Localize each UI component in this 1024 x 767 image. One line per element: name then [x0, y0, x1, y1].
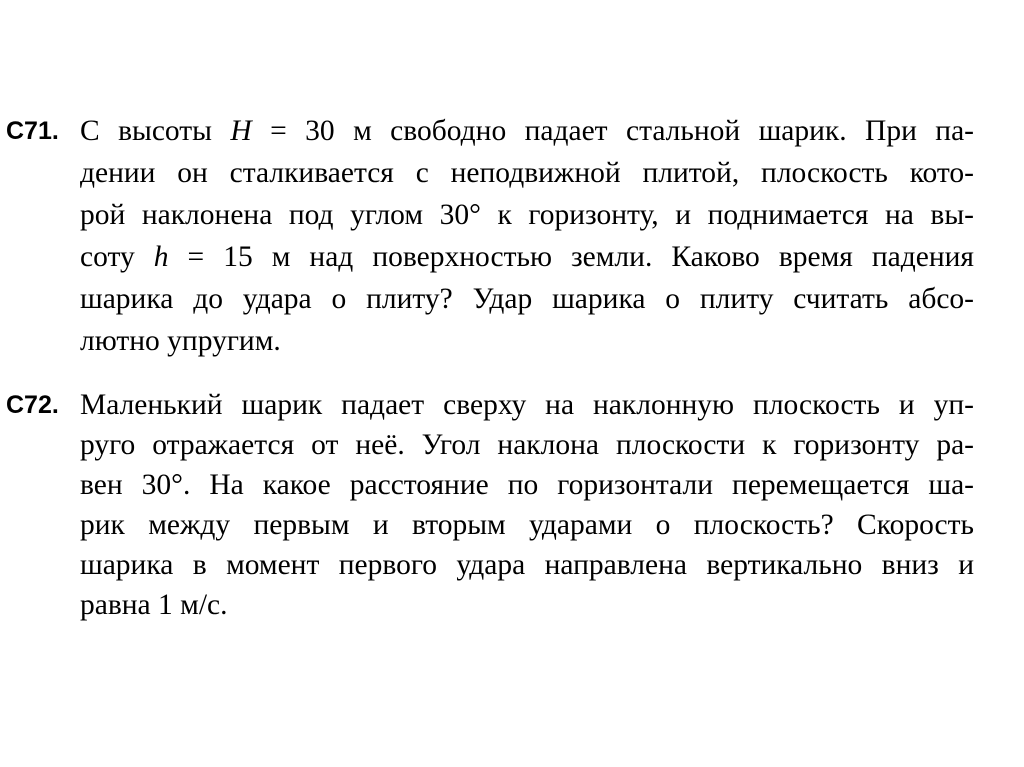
text-segment: руго отражается от неё. Угол наклона плоскости к горизонту ра-: [80, 429, 974, 461]
text-segment: шарика в момент первого удара направлена вертикально вниз и: [80, 549, 974, 581]
problem-text-line: [80, 195, 974, 235]
problem-number: C71.: [6, 117, 59, 145]
text-segment: дении он сталкивается с неподвижной плитой, плоскость кото-: [80, 157, 974, 189]
problem-text-line: [80, 465, 974, 505]
problem-text-line: [80, 385, 974, 425]
problem-text-line: [80, 425, 974, 465]
variable-symbol: h: [153, 241, 169, 273]
problem-text-line: [80, 279, 974, 319]
text-segment: соту: [80, 241, 154, 273]
problem-text-line: [80, 321, 974, 361]
text-segment: рой наклонена под углом 30° к горизонту, и поднимается на вы-: [80, 199, 974, 231]
text-segment: вен 30°. На какое расстояние по горизонтали перемещается ша-: [80, 469, 974, 501]
text-segment: равна 1 м/с.: [80, 589, 228, 621]
text-segment: = 15 м над поверхностью земли. Каково время падения: [168, 241, 974, 273]
problem-text-line: [80, 237, 974, 277]
problem-text-line: [80, 505, 974, 545]
problem-text-line: [80, 585, 974, 625]
problem-text-line: [80, 153, 974, 193]
text-segment: рик между первым и вторым ударами о плоскость? Скорость: [80, 509, 974, 541]
problem-text-line: [80, 545, 974, 585]
problem-text-line: [80, 111, 974, 151]
variable-symbol: H: [230, 115, 252, 147]
problem-number: C72.: [6, 391, 59, 419]
text-segment: С высоты: [80, 115, 231, 147]
text-segment: Маленький шарик падает сверху на наклонную плоскость и уп-: [80, 389, 974, 421]
text-segment: лютно упругим.: [80, 325, 281, 357]
text-segment: = 30 м свободно падает стальной шарик. При па-: [251, 115, 974, 147]
text-segment: шарика до удара о плиту? Удар шарика о плиту считать абсо-: [80, 283, 974, 315]
